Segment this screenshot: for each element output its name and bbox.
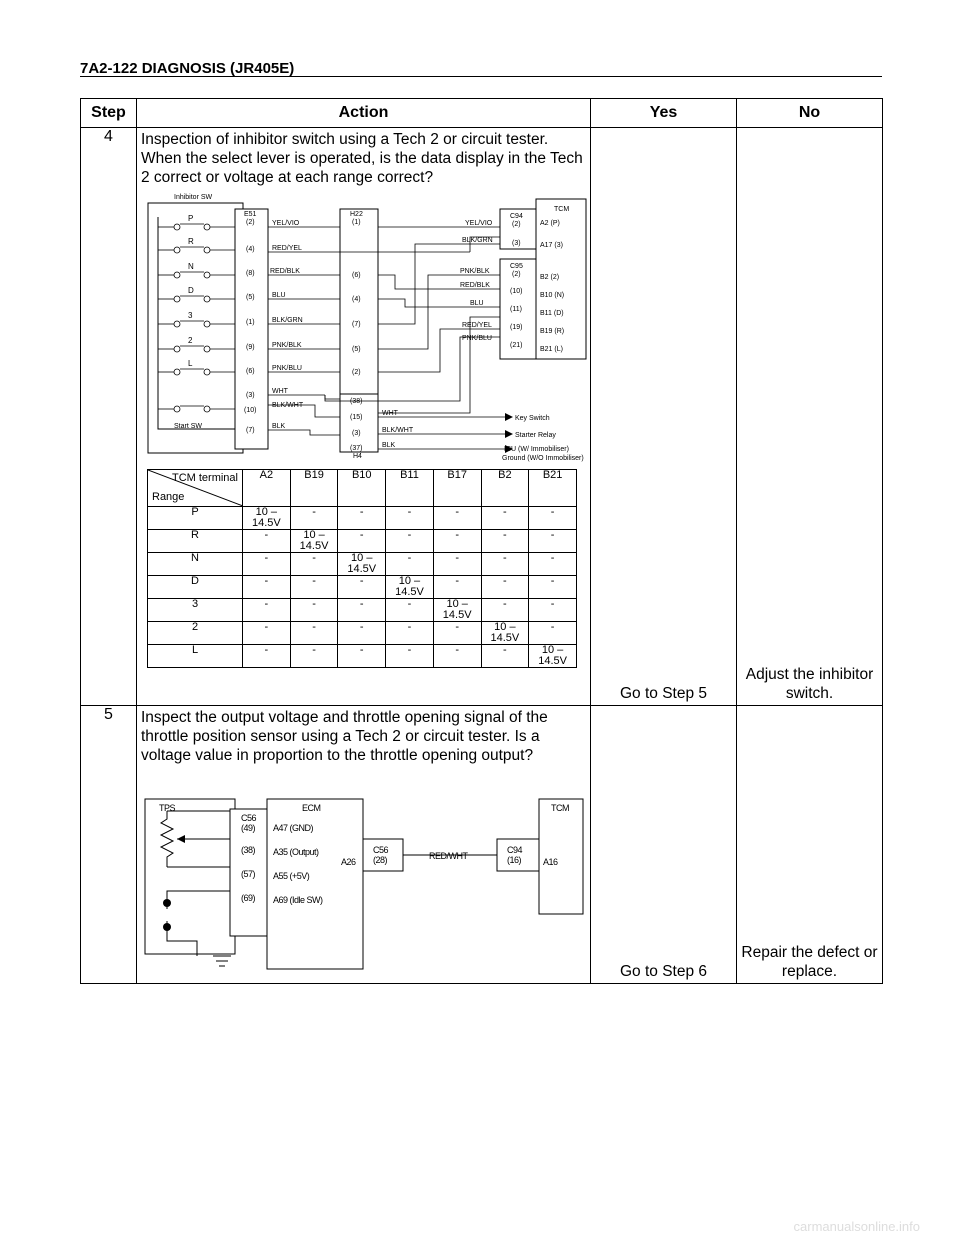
switch-contact xyxy=(174,272,180,278)
no-text: Adjust the inhibitor switch. xyxy=(745,666,874,702)
range-cell: L xyxy=(148,645,243,668)
range-cell: 3 xyxy=(148,599,243,622)
yes-text: Go to Step 5 xyxy=(619,685,708,702)
voltage-cell: - xyxy=(386,622,434,645)
h4-pin: (15) xyxy=(350,414,363,421)
voltage-cell: - xyxy=(290,507,338,530)
voltage-cell: - xyxy=(386,553,434,576)
voltage-cell: - xyxy=(243,622,291,645)
tcm-terminal: B21 (L) xyxy=(540,346,563,353)
range-cell: 2 xyxy=(148,622,243,645)
voltage-cell: - xyxy=(529,507,577,530)
c56-pin: (69) xyxy=(241,893,256,903)
voltage-cell: - xyxy=(481,599,529,622)
switch-position-label: D xyxy=(188,286,194,295)
h22-pin: (5) xyxy=(352,346,361,353)
table-header-row xyxy=(81,99,883,128)
header-step: Step xyxy=(81,99,137,128)
voltage-cell: - xyxy=(433,645,481,668)
voltage-cell: - xyxy=(338,645,386,668)
switch-contact xyxy=(204,247,210,253)
step-number: 4 xyxy=(81,128,137,706)
c94-pin: (3) xyxy=(512,240,521,247)
tcm-voltage-table xyxy=(147,469,577,668)
h4-label: H4 xyxy=(353,453,362,460)
key-switch-label: Key Switch xyxy=(515,415,550,422)
wire-label: BLK/WHT xyxy=(272,402,304,409)
c94-pin: (16) xyxy=(507,855,522,865)
voltage-cell: 10 – 14.5V xyxy=(529,645,577,668)
header-rule xyxy=(80,76,882,77)
e51-pin: (1) xyxy=(246,319,255,326)
switch-contact xyxy=(174,224,180,230)
header-yes: Yes xyxy=(591,99,737,128)
voltage-cell: - xyxy=(386,530,434,553)
voltage-cell: - xyxy=(290,553,338,576)
table-row xyxy=(81,128,883,706)
table-row xyxy=(148,530,577,553)
h22-pin: (2) xyxy=(352,369,361,376)
switch-position-label: L xyxy=(188,359,193,368)
tcm-label: TCM xyxy=(551,803,569,813)
switch-position-label: 2 xyxy=(188,336,193,345)
voltage-cell: - xyxy=(481,576,529,599)
voltage-cell: 10 – 14.5V xyxy=(243,507,291,530)
voltage-cell: - xyxy=(481,530,529,553)
tcm-terminal: A2 (P) xyxy=(540,220,560,227)
column-header: B21 xyxy=(529,470,577,507)
a16-label: A16 xyxy=(543,857,558,867)
table-row xyxy=(148,622,577,645)
wire-label: BLU xyxy=(272,292,286,299)
c94-label: C94 xyxy=(507,845,523,855)
column-header: B11 xyxy=(386,470,434,507)
wire-label: BLU xyxy=(470,300,484,307)
voltage-cell: - xyxy=(243,576,291,599)
range-cell: P xyxy=(148,507,243,530)
c56-pin: (38) xyxy=(241,845,256,855)
inhibitor-switch-box xyxy=(148,203,243,453)
ecm-terminal: A69 (Idle SW) xyxy=(273,895,323,905)
diagnosis-table xyxy=(80,98,883,984)
column-header: B19 xyxy=(290,470,338,507)
table-row xyxy=(148,645,577,668)
voltage-cell: 10 – 14.5V xyxy=(386,576,434,599)
switch-contact xyxy=(204,406,210,412)
tcm-terminal: B19 (R) xyxy=(540,328,565,335)
voltage-cell: - xyxy=(386,507,434,530)
corner-bottom-label: Range xyxy=(152,491,185,503)
wire-label: WHT xyxy=(272,388,288,395)
ecm-terminal: A35 (Output) xyxy=(273,847,319,857)
voltage-cell: - xyxy=(529,599,577,622)
voltage-cell: - xyxy=(338,622,386,645)
wire-label: RED/YEL xyxy=(272,245,302,252)
yes-cell xyxy=(591,706,737,984)
switch-contact xyxy=(174,346,180,352)
h22-pin: (1) xyxy=(352,219,361,226)
c95-label: C95 xyxy=(510,263,523,270)
voltage-cell: - xyxy=(243,645,291,668)
header-no: No xyxy=(737,99,883,128)
tcm-terminal: B2 (2) xyxy=(540,274,560,281)
table-row xyxy=(148,576,577,599)
e51-label: E51 xyxy=(244,211,257,218)
watermark: carmanualsonline.info xyxy=(793,1219,920,1234)
e51-pin: (2) xyxy=(246,219,255,226)
range-cell: R xyxy=(148,530,243,553)
switch-contact xyxy=(204,224,210,230)
voltage-cell: 10 – 14.5V xyxy=(433,599,481,622)
c95-pin: (10) xyxy=(510,288,523,295)
c94-label: C94 xyxy=(510,213,523,220)
voltage-cell: - xyxy=(243,530,291,553)
ecm-terminal: A47 (GND) xyxy=(273,823,314,833)
step-number: 5 xyxy=(81,706,137,984)
start-sw-label: Start SW xyxy=(174,423,203,430)
c95-pin: (21) xyxy=(510,342,523,349)
wire-label: WHT xyxy=(382,410,398,417)
h22-pin: (4) xyxy=(352,296,361,303)
switch-contact xyxy=(204,369,210,375)
voltage-cell: - xyxy=(529,530,577,553)
voltage-cell: 10 – 14.5V xyxy=(481,622,529,645)
column-header: B2 xyxy=(481,470,529,507)
table-row xyxy=(81,706,883,984)
action-text: Inspect the output voltage and throttle opening signal of the throttle position sensor using a Tech 2 or circuit tester. Is a voltage value in proportion to the throttle opening output? xyxy=(141,709,548,764)
wire-label: RED/YEL xyxy=(462,322,492,329)
switch-contact xyxy=(204,296,210,302)
voltage-cell: - xyxy=(481,507,529,530)
voltage-cell: - xyxy=(338,599,386,622)
tcm-label: TCM xyxy=(554,206,570,213)
wire-label: PNK/BLU xyxy=(272,365,302,372)
voltage-cell: - xyxy=(290,645,338,668)
e51-pin: (4) xyxy=(246,246,255,253)
ecm-terminal: A55 (+5V) xyxy=(273,871,310,881)
voltage-cell: - xyxy=(290,599,338,622)
switch-contact xyxy=(204,321,210,327)
voltage-cell: - xyxy=(243,553,291,576)
no-cell xyxy=(737,128,883,706)
h22-label: H22 xyxy=(350,211,363,218)
switch-contact xyxy=(174,369,180,375)
c56-right-label: C56 xyxy=(373,845,389,855)
voltage-cell: - xyxy=(433,622,481,645)
table-row xyxy=(148,507,577,530)
switch-position-label: P xyxy=(188,214,194,223)
voltage-cell: - xyxy=(386,645,434,668)
wire-label: BLK xyxy=(272,423,286,430)
c95-pin: (2) xyxy=(512,271,521,278)
switch-contact xyxy=(204,272,210,278)
switch-contact xyxy=(174,247,180,253)
h4-pin: (38) xyxy=(350,398,363,405)
voltage-cell: - xyxy=(338,530,386,553)
voltage-cell: - xyxy=(529,553,577,576)
yes-cell xyxy=(591,128,737,706)
voltage-cell: 10 – 14.5V xyxy=(290,530,338,553)
e51-pin: (5) xyxy=(246,294,255,301)
voltage-cell: - xyxy=(290,576,338,599)
voltage-cell: - xyxy=(529,576,577,599)
voltage-cell: - xyxy=(338,507,386,530)
c56-pin: (49) xyxy=(241,823,256,833)
header-action: Action xyxy=(137,99,591,128)
icu-label: ICU (W/ Immobiliser) xyxy=(504,446,569,453)
c95-pin: (11) xyxy=(510,306,522,313)
corner-top-label: TCM terminal xyxy=(171,472,238,484)
voltage-cell: - xyxy=(386,599,434,622)
wire-label: YEL/VIO xyxy=(272,220,300,227)
wire-label: BLK xyxy=(382,442,396,449)
switch-position-label: N xyxy=(188,262,194,271)
yes-text: Go to Step 6 xyxy=(619,963,708,980)
h22-pin: (7) xyxy=(352,321,361,328)
action-text: Inspection of inhibitor switch using a Tech 2 or circuit tester. When the select lever is operated, is the data display in the Tech 2 correct or voltage at each range correct? xyxy=(141,131,583,186)
switch-contact xyxy=(204,346,210,352)
c56-pin: (57) xyxy=(241,869,256,879)
h22-pin: (6) xyxy=(352,272,361,279)
wire-label: RED/BLK xyxy=(460,282,490,289)
tps-wiring-diagram xyxy=(137,781,587,971)
action-cell xyxy=(137,706,591,984)
voltage-cell: - xyxy=(433,553,481,576)
c56-right-pin: (28) xyxy=(373,855,388,865)
wire-label: PNK/BLU xyxy=(462,335,492,342)
range-cell: N xyxy=(148,553,243,576)
e51-pin: (8) xyxy=(246,270,255,277)
voltage-cell: - xyxy=(481,645,529,668)
c94-pin: (2) xyxy=(512,221,521,228)
a26-label: A26 xyxy=(341,857,356,867)
voltage-cell: - xyxy=(529,622,577,645)
wire-label: PNK/BLK xyxy=(460,268,490,275)
column-header: B17 xyxy=(433,470,481,507)
column-header: A2 xyxy=(243,470,291,507)
tcm-terminal: B10 (N) xyxy=(540,292,565,299)
action-cell xyxy=(137,128,591,706)
column-header: B10 xyxy=(338,470,386,507)
wire-label: BLK/GRN xyxy=(272,317,303,324)
e51-pin: (6) xyxy=(246,368,255,375)
tps-box xyxy=(145,799,235,954)
inhibitor-wiring-diagram xyxy=(140,187,590,467)
e51-pin: (10) xyxy=(244,407,257,414)
tps-label: TPS xyxy=(159,803,176,813)
wire-label: PNK/BLK xyxy=(272,342,302,349)
voltage-cell: 10 – 14.5V xyxy=(338,553,386,576)
ground-label: Ground (W/O Immobiliser) xyxy=(502,455,584,462)
switch-position-label: 3 xyxy=(188,311,193,320)
ecm-label: ECM xyxy=(302,803,321,813)
voltage-cell: - xyxy=(481,553,529,576)
page-header: 7A2-122 DIAGNOSIS (JR405E) xyxy=(80,60,295,77)
voltage-cell: - xyxy=(243,599,291,622)
voltage-cell: - xyxy=(338,576,386,599)
corner-cell xyxy=(148,470,243,507)
wire-label: YEL/VIO xyxy=(465,220,493,227)
tcm-terminal: A17 (3) xyxy=(540,242,563,249)
voltage-cell: - xyxy=(433,507,481,530)
e51-pin: (7) xyxy=(246,427,255,434)
e51-pin: (3) xyxy=(246,392,255,399)
wire-label: RED/WHT xyxy=(429,851,468,861)
wire-label: BLK/GRN xyxy=(462,237,493,244)
voltage-cell: - xyxy=(433,576,481,599)
table-row xyxy=(148,599,577,622)
inhibitor-label: Inhibitor SW xyxy=(174,194,213,201)
table-row xyxy=(148,553,577,576)
voltage-cell: - xyxy=(433,530,481,553)
c56-label: C56 xyxy=(241,813,257,823)
c95-pin: (19) xyxy=(510,324,523,331)
starter-relay-label: Starter Relay xyxy=(515,432,556,439)
range-cell: D xyxy=(148,576,243,599)
switch-position-label: R xyxy=(188,237,194,246)
no-text: Repair the defect or replace. xyxy=(741,944,878,980)
h4-pin: (3) xyxy=(352,430,361,437)
switch-contact xyxy=(174,296,180,302)
tcm-terminal: B11 (D) xyxy=(540,310,564,317)
switch-contact xyxy=(174,321,180,327)
voltage-cell: - xyxy=(290,622,338,645)
h4-pin: (37) xyxy=(350,445,363,452)
wire-label: BLK/WHT xyxy=(382,427,414,434)
switch-contact xyxy=(174,406,180,412)
wire-label: RED/BLK xyxy=(270,268,300,275)
e51-pin: (9) xyxy=(246,344,255,351)
no-cell xyxy=(737,706,883,984)
